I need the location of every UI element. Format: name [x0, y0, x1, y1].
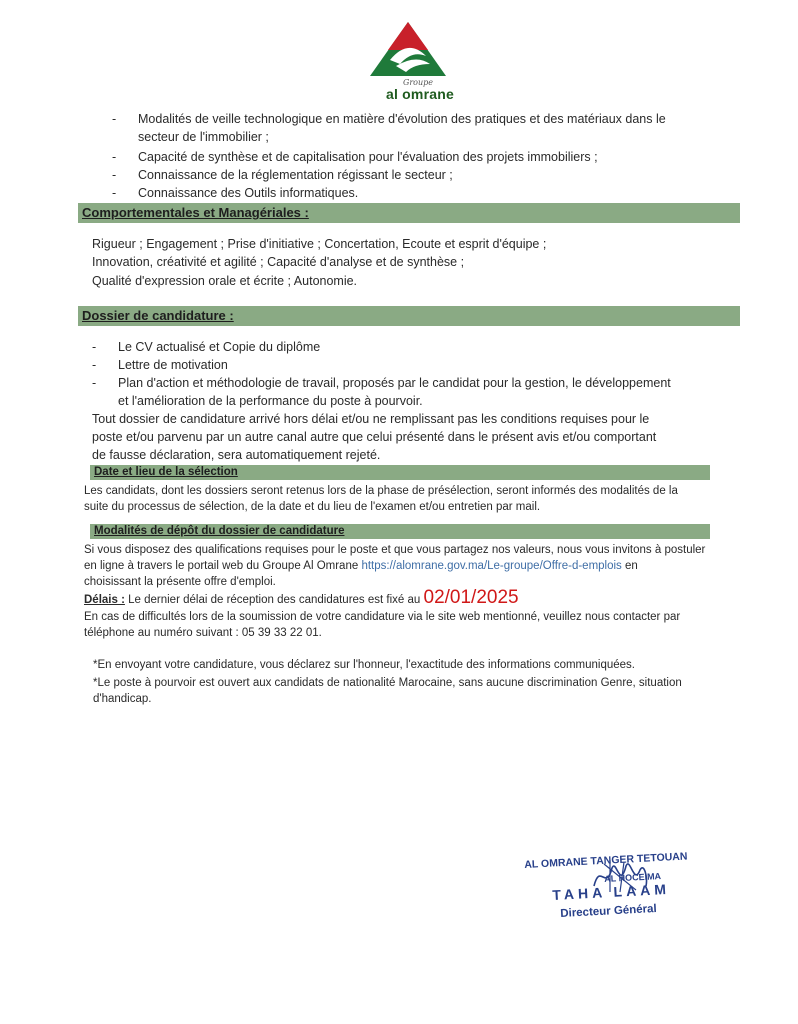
contact-line: En cas de difficultés lors de la soumission de votre candidature via le site web mentionné, veuillez nous contacter par	[84, 611, 681, 623]
list-item: - Modalités de veille technologique en matière d'évolution des pratiques et des matériaux dans le	[112, 112, 666, 126]
signature-icon	[590, 856, 650, 896]
stamp-line: Directeur Général	[560, 902, 658, 920]
section-header-depot: Modalités de dépôt du dossier de candidature	[90, 524, 710, 539]
contact-line: téléphone au numéro suivant : 05 39 33 22 01.	[84, 627, 322, 639]
logo-groupe-text: Groupe	[402, 78, 434, 87]
list-item: - Connaissance des Outils informatiques.	[112, 186, 359, 200]
deadline-line: Délais : Le dernier délai de réception des candidatures est fixé au 02/01/2025	[84, 587, 519, 608]
dossier-note-line: de fausse déclaration, sera automatiquement rejeté.	[92, 448, 381, 462]
list-item: - Lettre de motivation	[92, 358, 228, 372]
behavioral-line: Qualité d'expression orale et écrite ; Autonomie.	[92, 274, 358, 288]
footnote: *En envoyant votre candidature, vous déclarez sur l'honneur, l'exactitude des informations communiquées.	[93, 659, 636, 671]
deadline-date: 02/01/2025	[423, 587, 519, 608]
behavioral-line: Innovation, créativité et agilité ; Capacité d'analyse et de synthèse ;	[92, 255, 465, 269]
list-item: - Plan d'action et méthodologie de travail, proposés par le candidat pour la gestion, le développement	[92, 376, 671, 390]
list-item: - Le CV actualisé et Copie du diplôme	[92, 340, 321, 354]
list-item: - Connaissance de la réglementation régissant le secteur ;	[112, 168, 453, 182]
footnote: d'handicap.	[93, 693, 152, 705]
list-item-continuation: et l'amélioration de la performance du poste à pourvoir.	[118, 394, 423, 408]
selection-line: suite du processus de sélection, de la date et du lieu de l'examen et/ou entretien par mail.	[84, 501, 541, 513]
job-offers-link[interactable]: https://alomrane.gov.ma/Le-groupe/Offre-d-emplois	[361, 560, 622, 572]
dossier-note-line: Tout dossier de candidature arrivé hors délai et/ou ne remplissant pas les conditions requises pour le	[92, 412, 650, 426]
stamp-line: AL HOCEIMA	[604, 871, 662, 884]
depot-line: Si vous disposez des qualifications requises pour le poste et que vous partagez nos valeurs, nous vous invitons à postuler	[84, 544, 706, 556]
section-header-selection: Date et lieu de la sélection	[90, 465, 710, 480]
footnote: *Le poste à pourvoir est ouvert aux candidats de nationalité Marocaine, sans aucune discrimination Genre, situation	[93, 677, 682, 689]
selection-line: Les candidats, dont les dossiers seront retenus lors de la phase de présélection, seront informés des modalités de la	[84, 485, 678, 497]
list-item: - Capacité de synthèse et de capitalisation pour l'évaluation des projets immobiliers ;	[112, 150, 598, 164]
list-item-continuation: secteur de l'immobilier ;	[138, 130, 269, 144]
behavioral-line: Rigueur ; Engagement ; Prise d'initiative ; Concertation, Ecoute et esprit d'équipe ;	[92, 237, 547, 251]
depot-line: en ligne à travers le portail web du Groupe Al Omrane https://alomrane.gov.ma/Le-groupe/Offre-d-emplois en	[84, 560, 638, 572]
section-header-dossier: Dossier de candidature :	[78, 306, 740, 326]
stamp-line: TAHA LAAM	[552, 880, 671, 903]
section-header-behavioral: Comportementales et Managériales :	[78, 203, 740, 223]
dossier-note-line: poste et/ou parvenu par un autre canal autre que celui présenté dans le présent avis et/ou comportant	[92, 430, 657, 444]
logo-brand-name: al omrane	[386, 86, 454, 102]
stamp-line: AL OMRANE TANGER TETOUAN	[524, 850, 688, 871]
depot-line: choisissant la présente offre d'emploi.	[84, 576, 276, 588]
